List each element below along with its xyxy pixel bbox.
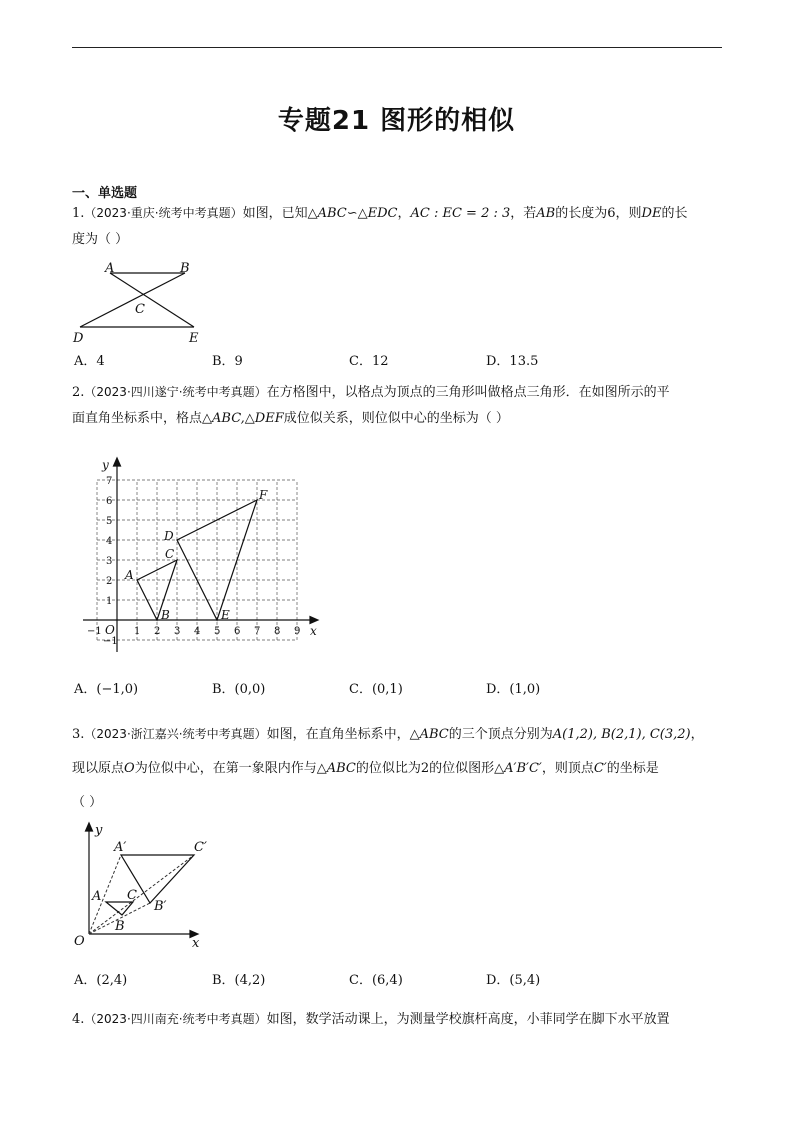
q3-axis-x: x	[192, 936, 200, 951]
q2-x-tick-label: 8	[274, 626, 281, 637]
q1-similar: △ABC∽△EDC	[307, 206, 398, 221]
q1-label-b: B	[180, 261, 190, 276]
q2-label-e: E	[221, 608, 230, 622]
q2-y-tick-label: 5	[106, 516, 113, 527]
q1-option-b[interactable]: B．9	[212, 354, 243, 369]
q1-label-c: C	[135, 302, 145, 317]
q2-option-d[interactable]: D．(1,0)	[486, 682, 541, 697]
q3-y-arrow	[86, 823, 93, 831]
q1-number: 1.	[72, 206, 85, 221]
q2-grid	[97, 480, 297, 640]
q3-number: 3.	[72, 727, 85, 742]
q2-options	[72, 678, 722, 702]
q3-line2-e: 的坐标是	[606, 761, 659, 776]
q4-source: （2023·四川南充·统考中考真题）	[84, 1012, 267, 1026]
q2-option-a[interactable]: A．(−1,0)	[74, 682, 139, 697]
q2-similar: △ABC,△DEF	[202, 411, 284, 426]
q1-sep: ，	[397, 206, 411, 221]
q3-text-c: ，	[690, 727, 704, 742]
q1-label-a: A	[105, 261, 115, 276]
q1-figure	[72, 262, 222, 346]
page-title: 专题21 图形的相似	[277, 106, 516, 136]
q1-label-e: E	[189, 331, 199, 346]
q2-x-tick-label: 3	[174, 626, 181, 637]
q1-text-b: ，若	[510, 206, 537, 221]
q2-y-tick-label: 1	[106, 596, 113, 607]
q3-text-b: 的三个顶点分别为	[448, 727, 553, 742]
q1-de: DE	[641, 206, 662, 221]
q2-text-a: 在方格图中，以格点为顶点的三角形叫做格点三角形．在如图所示的平	[266, 385, 670, 400]
q2-y-tick-label: 7	[106, 476, 113, 487]
q3-option-a[interactable]: A．(2,4)	[74, 973, 128, 988]
q2-label-b: B	[161, 608, 170, 622]
q2-x-tick-label: 7	[254, 626, 261, 637]
q3-label-a2: A′	[114, 840, 127, 855]
q1-source: （2023·重庆·统考中考真题）	[84, 206, 243, 220]
q2-y-tick-label: 4	[106, 536, 113, 547]
q3-tri3: △A′B′C′	[494, 761, 542, 776]
q1-seg-ae	[110, 273, 194, 327]
q3-options	[72, 969, 722, 993]
q1-option-a[interactable]: A．4	[74, 354, 105, 369]
q1-line2: 度为（ ）	[72, 232, 129, 247]
q3-label-b2: B′	[154, 899, 167, 914]
q4-number: 4.	[72, 1012, 85, 1027]
q2-option-b[interactable]: B．(0,0)	[212, 682, 266, 697]
q2-x-tick-label: −1	[87, 626, 102, 637]
q2-x-tick-label: 5	[214, 626, 221, 637]
q3-option-c[interactable]: C．(6,4)	[349, 973, 403, 988]
q3-line3: （ ）	[72, 795, 103, 810]
q2-x-tick-label: 6	[234, 626, 241, 637]
q2-y-tick-label: 3	[106, 556, 113, 567]
question-3	[72, 717, 722, 820]
q3-origin-label: O	[74, 934, 85, 949]
q3-line2-a: 现以原点	[72, 761, 125, 776]
q2-label-f: F	[259, 488, 268, 502]
q1-ratio: AC : EC = 2 : 3	[410, 206, 511, 221]
q2-y-tick-label: −1	[103, 636, 118, 647]
q1-seg-bd	[80, 273, 185, 327]
q2-y-arrow	[114, 458, 121, 466]
q3-tri2: △ABC	[316, 761, 356, 776]
q3-label-b: B	[115, 919, 125, 934]
q2-number: 2.	[72, 385, 85, 400]
q3-source: （2023·浙江嘉兴·统考中考真题）	[84, 727, 267, 741]
q2-source: （2023·四川遂宁·统考中考真题）	[84, 385, 267, 399]
q3-label-c2: C′	[194, 840, 207, 855]
q2-x-arrow	[310, 617, 318, 624]
q3-label-c: C	[127, 888, 137, 903]
q3-line2-c: 的位似比为2的位似图形	[355, 761, 495, 776]
q3-line2-d: ，则顶点	[541, 761, 594, 776]
q3-tri: △ABC	[409, 727, 449, 742]
q3-origin: O	[124, 761, 135, 776]
q1-option-c[interactable]: C．12	[349, 354, 389, 369]
q3-text-a: 如图，在直角坐标系中，	[266, 727, 410, 742]
q2-option-c[interactable]: C．(0,1)	[349, 682, 403, 697]
q2-figure	[80, 455, 330, 655]
q2-text-c: 成位似关系，则位似中心的坐标为（ ）	[283, 411, 509, 426]
q2-x-tick-label: 4	[194, 626, 201, 637]
q1-ab: AB	[536, 206, 556, 221]
q1-text-c: 的长度为6，则	[555, 206, 642, 221]
q3-coords: A(1,2), B(2,1), C(3,2)	[552, 727, 691, 742]
q2-x-tick-label: 2	[154, 626, 161, 637]
q3-label-a: A	[92, 889, 102, 904]
q1-text-d: 的长	[661, 206, 688, 221]
q3-option-d[interactable]: D．(5,4)	[486, 973, 541, 988]
q2-label-c: C	[165, 547, 175, 561]
q3-option-b[interactable]: B．(4,2)	[212, 973, 266, 988]
q2-axis-x: x	[310, 624, 317, 638]
question-4	[72, 1006, 722, 1033]
section-heading: 一、单选题	[72, 186, 138, 201]
q3-figure	[70, 818, 230, 953]
q4-text-a: 如图，数学活动课上，为测量学校旗杆高度，小菲同学在脚下水平放置	[266, 1012, 670, 1027]
q1-text-a: 如图，已知	[242, 206, 308, 221]
q2-axis-y: y	[102, 458, 109, 472]
q2-y-tick-label: 2	[106, 576, 113, 587]
q2-label-a: A	[125, 568, 134, 582]
q3-triangle-abc	[106, 902, 133, 915]
q3-line2-b: 为位似中心，在第一象限内作与	[134, 761, 317, 776]
question-1	[72, 200, 722, 253]
q1-option-d[interactable]: D．13.5	[486, 354, 539, 369]
q3-cprime: C′	[593, 761, 607, 776]
header-rule	[72, 47, 722, 48]
q3-axis-y: y	[95, 823, 103, 838]
q1-label-d: D	[73, 331, 84, 346]
question-2	[72, 379, 722, 432]
q1-options	[72, 350, 722, 374]
q2-x-tick-label: 1	[134, 626, 141, 637]
q2-y-tick-label: 6	[106, 496, 113, 507]
q2-text-b: 面直角坐标系中，格点	[72, 411, 203, 426]
q2-x-tick-label: 9	[294, 626, 301, 637]
q2-label-d: D	[164, 529, 174, 543]
q2-origin: O	[105, 623, 115, 637]
